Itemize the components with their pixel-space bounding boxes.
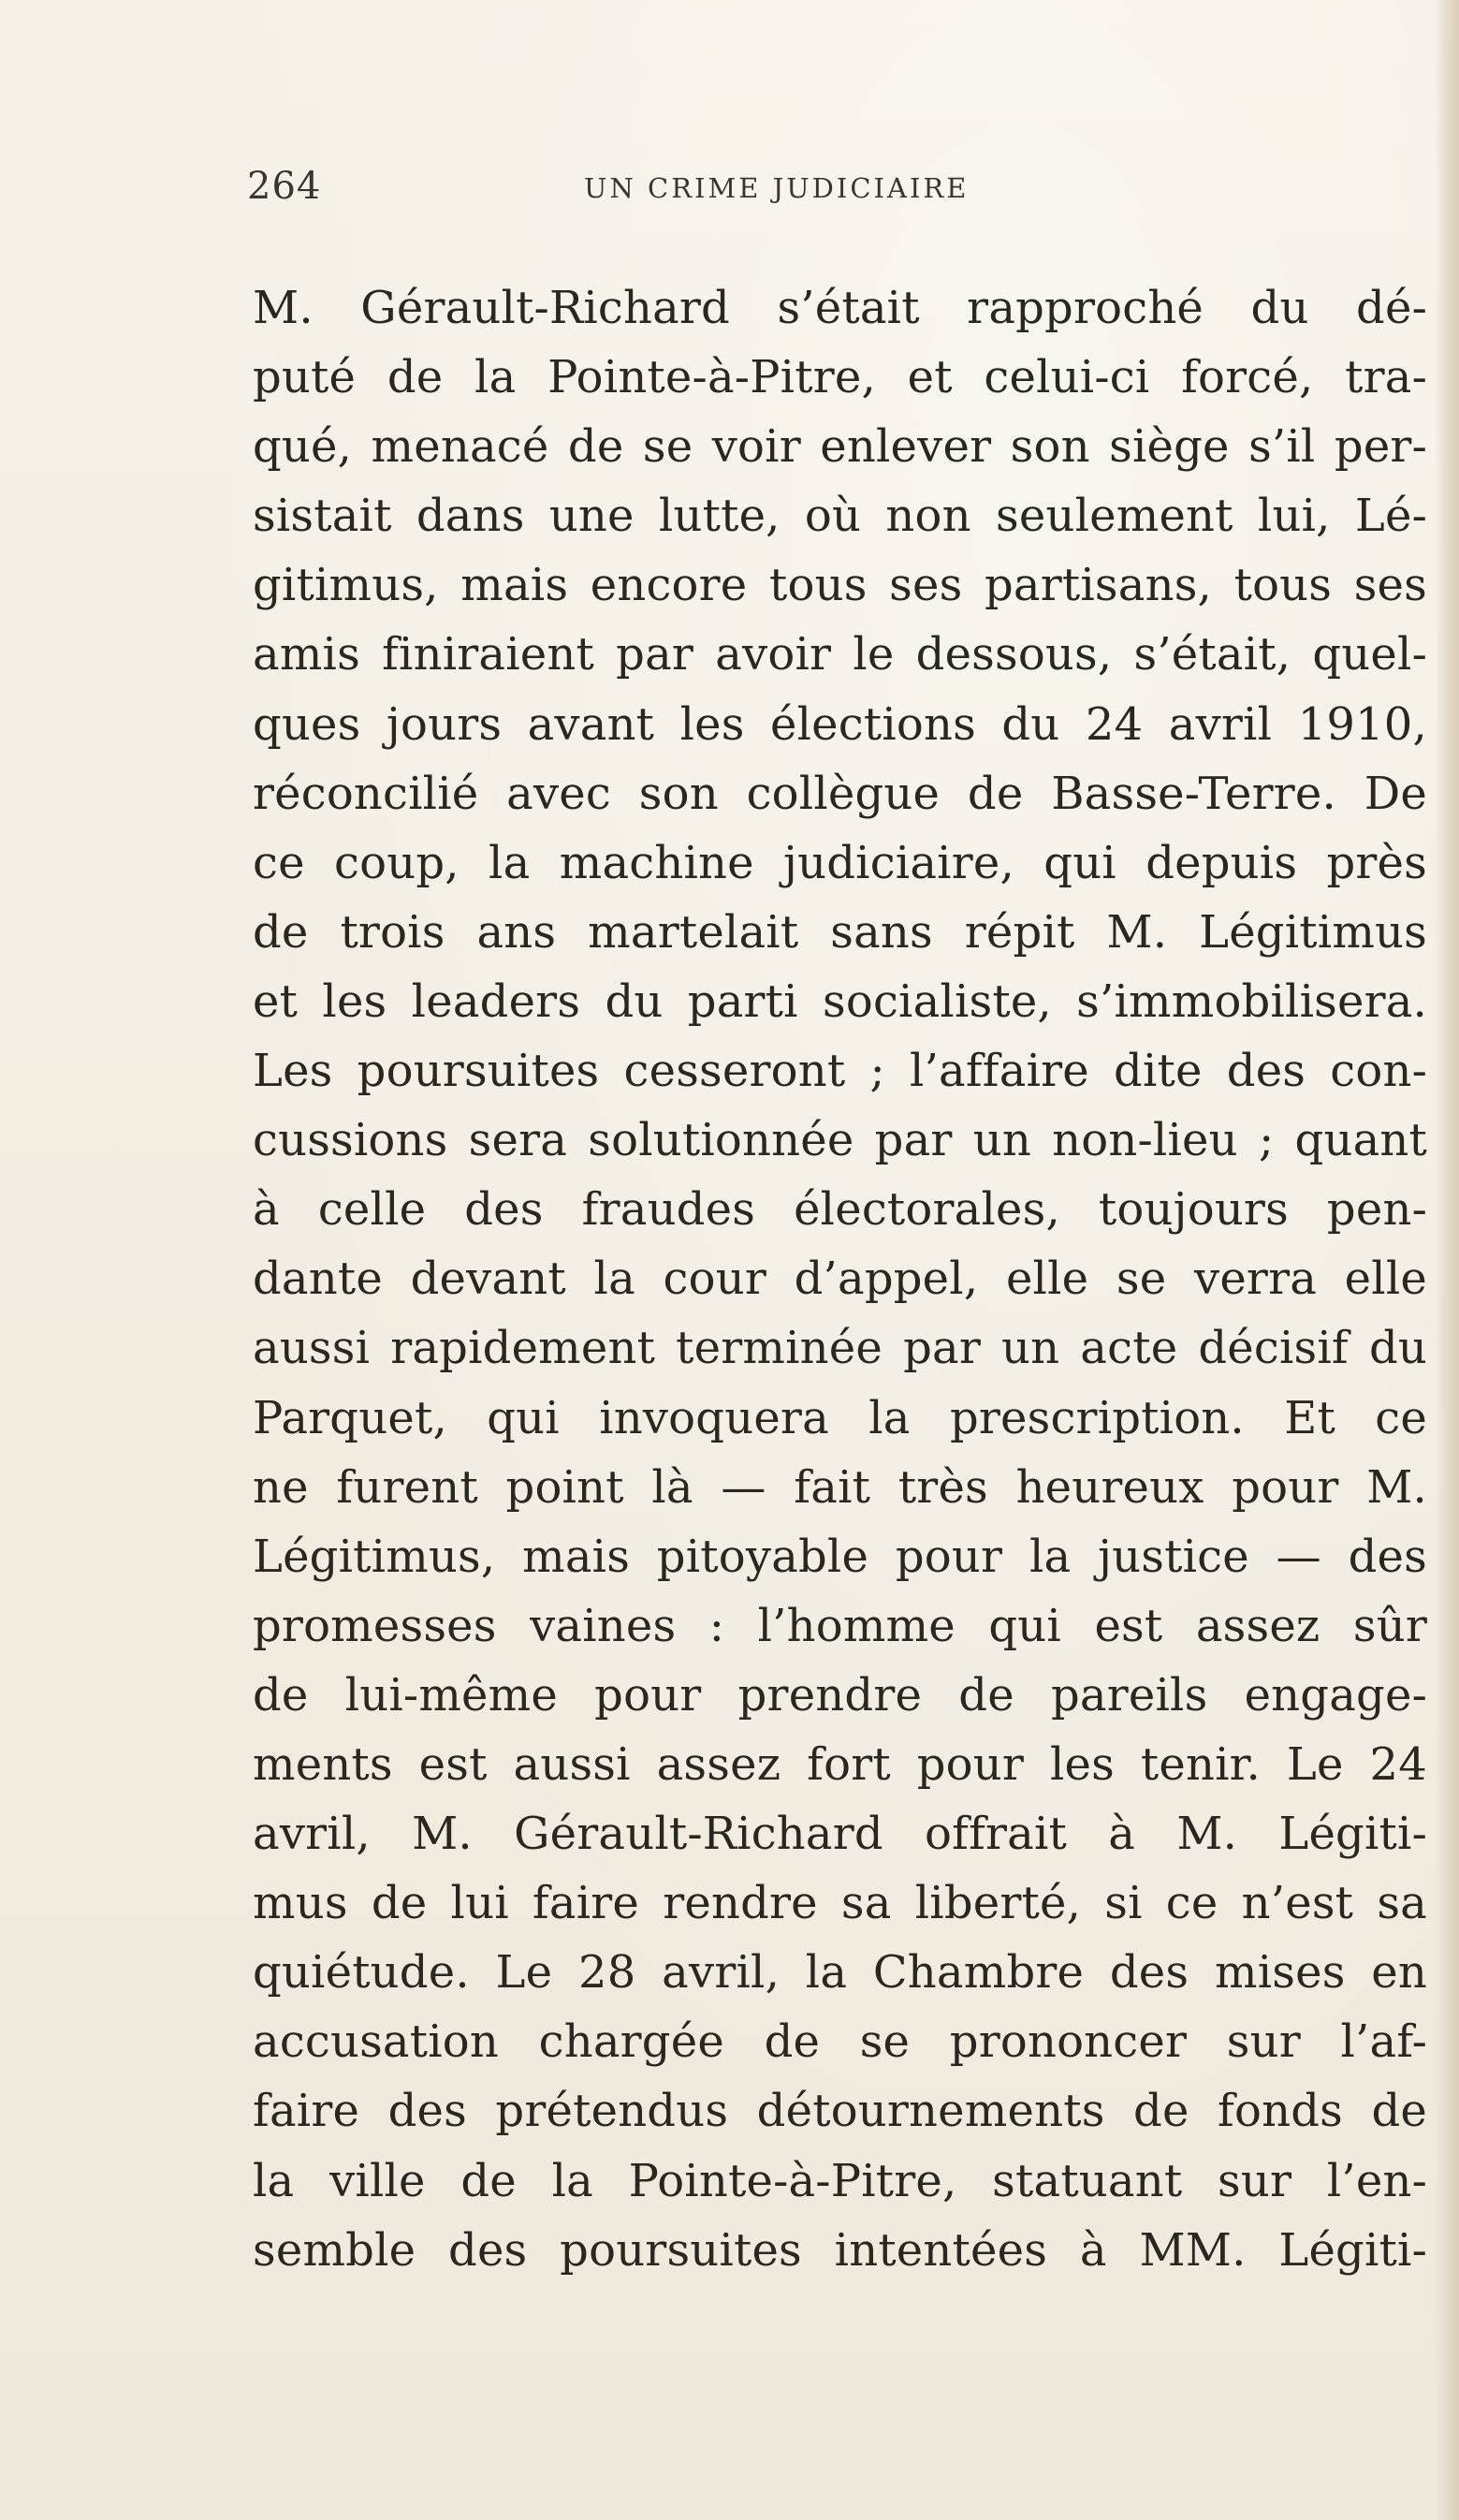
text-line: ne furent point là — fait très heureux pour M. (253, 1460, 1427, 1514)
text-line: dante devant la cour d’appel, elle se verra elle (253, 1253, 1427, 1306)
text-line: ques jours avant les élections du 24 avril 1910, (253, 697, 1427, 751)
text-line: de trois ans martelait sans répit M. Légitimus (253, 905, 1427, 959)
text-line: promesses vaines : l’homme qui est assez sûr (253, 1599, 1427, 1652)
text-line: Légitimus, mais pitoyable pour la justice — des (253, 1530, 1427, 1583)
text-line: qué, menacé de se voir enlever son siège s’il per- (253, 420, 1427, 474)
page-edge-shadow (1435, 0, 1459, 2520)
text-line: ments est aussi assez fort pour les tenir. Le 24 (253, 1737, 1427, 1791)
text-line: amis finiraient par avoir le dessous, s’était, quel- (253, 628, 1427, 681)
text-line: M. Gérault-Richard s’était rapproché du dé- (253, 282, 1427, 334)
text-line: Les poursuites cesseront ; l’affaire dite des con- (253, 1045, 1427, 1098)
text-line: puté de la Pointe-à-Pitre, et celui-ci forcé, tra- (253, 351, 1427, 404)
text-line: aussi rapidement terminée par un acte décisif du (253, 1322, 1427, 1375)
text-line: ce coup, la machine judiciaire, qui depuis près (253, 836, 1427, 889)
text-line: la ville de la Pointe-à-Pitre, statuant sur l’en- (253, 2154, 1427, 2207)
text-line: cussions sera solutionnée par un non-lieu ; quant (253, 1114, 1427, 1167)
running-head: UN CRIME JUDICIAIRE (584, 172, 970, 204)
text-line: de lui-même pour prendre de pareils engage- (253, 1668, 1427, 1722)
text-line: Parquet, qui invoquera la prescription. Et ce (253, 1391, 1427, 1444)
text-line: à celle des fraudes électorales, toujours pen- (253, 1183, 1427, 1237)
page-header (247, 165, 1089, 221)
text-line: réconcilié avec son collègue de Basse-Terre. De (253, 767, 1427, 820)
text-line: semble des poursuites intentées à MM. Légiti- (253, 2223, 1427, 2277)
page-number: 264 (247, 165, 322, 208)
text-line: accusation chargée de se prononcer sur l’af- (253, 2015, 1427, 2069)
text-line: quiétude. Le 28 avril, la Chambre des mises en (253, 1946, 1427, 2000)
text-line: et les leaders du parti socialiste, s’immobilisera. (253, 974, 1427, 1028)
text-line: avril, M. Gérault-Richard offrait à M. Légiti- (253, 1808, 1427, 1861)
text-line: sistait dans une lutte, où non seulement lui, Lé- (253, 490, 1427, 543)
text-line: faire des prétendus détournements de fonds de (253, 2085, 1427, 2138)
text-line: gitimus, mais encore tous ses partisans, tous ses (253, 559, 1427, 612)
body-text (253, 273, 1427, 2285)
text-line: mus de lui faire rendre sa liberté, si ce n’est sa (253, 1877, 1427, 1930)
